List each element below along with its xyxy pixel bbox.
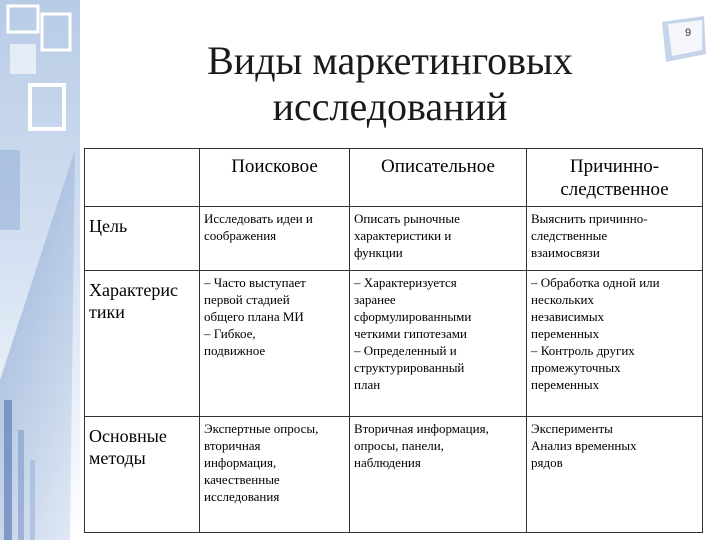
row-label-goal: Цель [85,207,200,271]
header-descriptive: Описательное [350,149,527,207]
header-search: Поисковое [200,149,350,207]
table-row [85,271,703,417]
research-types-table [84,148,702,533]
header-empty [85,149,200,207]
cell-methods-descriptive: Вторичная информация, опросы, панели, наблюдения [350,417,527,533]
cell-goal-causal: Выяснить причинно- следственные взаимосвязи [527,207,703,271]
cell-characteristics-causal: – Обработка одной или нескольких независимых переменных – Контроль других промежуточных переменных [527,271,703,417]
cell-characteristics-descriptive: – Характеризуется заранее сформулированными четкими гипотезами – Определенный и структурированный план [350,271,527,417]
table-row [85,207,703,271]
title-line-2: исследований [272,84,508,129]
page-badge-icon [652,14,710,64]
cell-characteristics-search: – Часто выступает первой стадией общего плана МИ – Гибкое, подвижное [200,271,350,417]
row-label-characteristics: Характерис тики [85,271,200,417]
page-number: 9 [684,27,692,39]
cell-methods-causal: Эксперименты Анализ временных рядов [527,417,703,533]
slide-title [140,38,640,130]
title-line-1: Виды маркетинговых [207,38,573,83]
cell-goal-search: Исследовать идеи и соображения [200,207,350,271]
cell-goal-descriptive: Описать рыночные характеристики и функции [350,207,527,271]
row-label-methods: Основные методы [85,417,200,533]
table-row [85,417,703,533]
cell-methods-search: Экспертные опросы, вторичная информация, качественные исследования [200,417,350,533]
table-header-row [85,149,703,207]
decorative-side-graphic [0,0,80,540]
header-causal: Причинно- следственное [527,149,703,207]
